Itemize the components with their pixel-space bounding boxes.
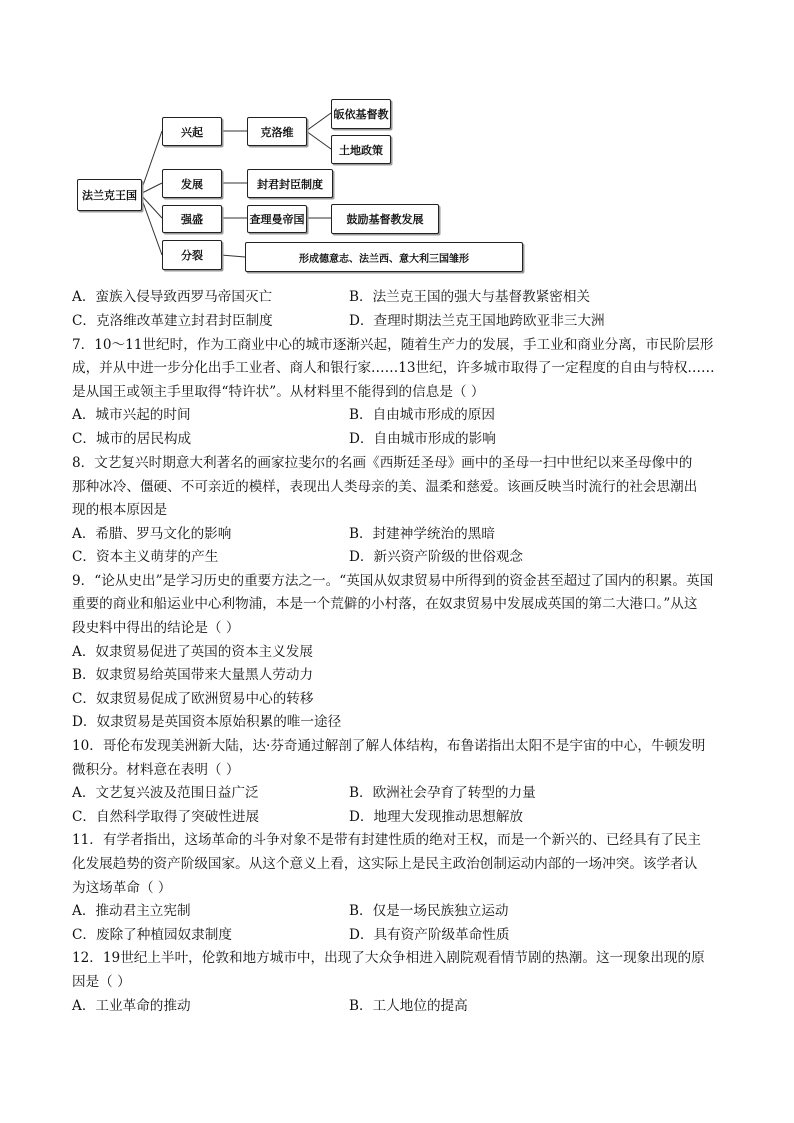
mid-charlemagne-empire: 查理曼帝国 [247,205,307,233]
q8-option-b: B．封建神学统治的黑暗 [349,526,495,542]
q6-option-d: D．查理时期法兰克王国地跨欧亚非三大洲 [349,313,605,329]
q7-option-b: B．自由城市形成的原因 [349,407,495,423]
q12-stem-line-2: 因是（ ） [72,974,131,990]
q10-option-b: B．欧洲社会孕育了转型的力量 [349,785,536,801]
q10-stem-line-2: 微积分。材料意在表明（ ） [72,762,240,778]
q9-option-a: A．奴隶贸易促进了英国的资本主义发展 [72,644,313,660]
q11-option-a: A．推动君主立宪制 [72,903,191,919]
diagram-root: 法兰克王国 [77,179,142,211]
q11-stem-line-1: 11．有学者指出，这场革命的斗争对象不是带有封建性质的绝对王权，而是一个新兴的、已经具有了民主 [72,832,702,848]
mid-three-kingdoms: 形成德意志、法兰西、意大利三国雏形 [245,242,523,272]
q6-option-a: A．蛮族入侵导致西罗马帝国灭亡 [72,289,273,305]
q6-option-b: B．法兰克王国的强大与基督教紧密相关 [349,289,591,305]
q7-option-d: D．自由城市形成的影响 [349,431,496,447]
leaf-encourage-christianity: 鼓励基督教发展 [331,204,439,234]
stage-rise: 兴起 [162,117,222,146]
mid-clovis: 克洛维 [247,117,307,146]
q12-option-b: B．工人地位的提高 [349,998,468,1014]
mid-fief-system: 封君封臣制度 [247,169,333,198]
stage-develop: 发展 [162,169,222,198]
q7-option-a: A．城市兴起的时间 [72,407,191,423]
q8-stem-line-1: 8．文艺复兴时期意大利著名的画家拉斐尔的名画《西斯廷圣母》画中的圣母一扫中世纪以来圣母像中的 [72,455,693,471]
q9-option-d: D．奴隶贸易是英国资本原始积累的唯一途径 [72,714,342,730]
q6-option-c: C．克洛维改革建立封君封臣制度 [72,313,273,329]
q12-stem-line-1: 12．19世纪上半叶，伦敦和地方城市中，出现了大众争相进入剧院观看情节剧的热潮。这一现象出现的原 [72,950,705,966]
knowledge-diagram [0,0,794,285]
q11-stem-line-2: 化发展趋势的资产阶级国家。从这个意义上看，这实际上是民主政治创制运动内部的一场冲突。该学者认 [72,856,698,872]
q8-option-d: D．新兴资产阶级的世俗观念 [349,549,524,565]
q12-option-a: A．工业革命的推动 [72,998,191,1014]
leaf-christianity: 皈依基督教 [331,99,391,129]
stage-prosper: 强盛 [162,205,222,233]
q9-stem-line-3: 段史料中得出的结论是（ ） [72,620,240,636]
q8-option-a: A．希腊、罗马文化的影响 [72,526,232,542]
q9-stem-line-2: 重要的商业和船运业中心利物浦，本是一个荒僻的小村落，在奴隶贸易中发展成英国的第二大港口。”从这 [72,596,698,612]
q7-stem-line-3: 是从国王或领主手里取得“特许状”。从材料里不能得到的信息是（ ） [72,384,485,400]
q7-stem-line-2: 成，并从中进一步分化出手工业者、商人和银行家……13世纪，许多城市取得了一定程度的自由与特权…… [72,360,715,376]
q11-option-c: C．废除了种植园奴隶制度 [72,927,232,943]
q9-stem-line-1: 9．“论从史出”是学习历史的重要方法之一。“英国从奴隶贸易中所得到的资金甚至超过了国内的积累。英国 [72,573,714,589]
q11-option-b: B．仅是一场民族独立运动 [349,903,509,919]
q11-stem-line-3: 为这场革命（ ） [72,880,172,896]
stage-split: 分裂 [162,240,222,270]
q10-stem-line-1: 10．哥伦布发现美洲新大陆，达·芬奇通过解剖了解人体结构，布鲁诺指出太阳不是宇宙的中心，牛顿发明 [72,738,706,754]
q7-option-c: C．城市的居民构成 [72,431,192,447]
q8-stem-line-2: 那种冰冷、僵硬、不可亲近的模样，表现出人类母亲的美、温柔和慈爱。该画反映当时流行的社会思潮出 [72,479,698,495]
q10-option-a: A．文艺复兴波及范围日益广泛 [72,785,259,801]
q11-option-d: D．具有资产阶级革命性质 [349,927,510,943]
q8-stem-line-3: 现的根本原因是 [72,502,168,518]
q10-option-c: C．自然科学取得了突破性进展 [72,809,260,825]
q8-option-c: C．资本主义萌芽的产生 [72,549,219,565]
leaf-land-policy: 土地政策 [331,135,391,164]
q9-option-c: C．奴隶贸易促成了欧洲贸易中心的转移 [72,691,314,707]
q7-stem-line-1: 7．10～11世纪时，作为工商业中心的城市逐渐兴起，随着生产力的发展，手工业和商业分离，市民阶层形 [72,337,714,353]
q10-option-d: D．地理大发现推动思想解放 [349,809,524,825]
q9-option-b: B．奴隶贸易给英国带来大量黑人劳动力 [72,667,314,683]
